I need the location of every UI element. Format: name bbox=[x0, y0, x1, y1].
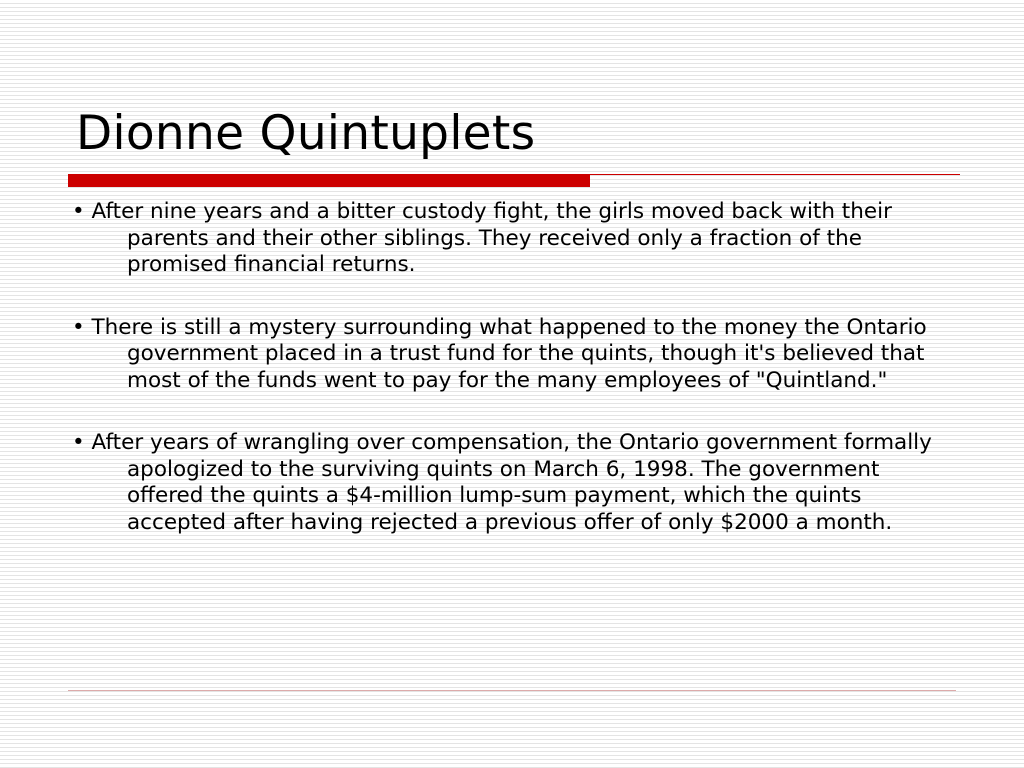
bullet-text: After years of wrangling over compensation, the Ontario government formally apologized to the surviving quints on March 6, 1998. The government offered the quints a $4-million lump-sum payment, which the quints accepted after having rejected a previous offer of only $2000 a month. bbox=[91, 430, 932, 535]
bullet-item bbox=[72, 430, 952, 536]
bullet-icon: • bbox=[72, 314, 85, 340]
bullet-list bbox=[72, 199, 952, 536]
slide-title: Dionne Quintuplets bbox=[76, 106, 536, 161]
bullet-text: After nine years and a bitter custody fight, the girls moved back with their parents and their other siblings. They received only a fraction of the promised financial returns. bbox=[91, 199, 892, 277]
bullet-text: There is still a mystery surrounding what happened to the money the Ontario government placed in a trust fund for the quints, though it's believed that most of the funds went to pay for the many employees of "Quintland." bbox=[91, 314, 927, 393]
bullet-icon: • bbox=[72, 199, 85, 224]
title-underline-thick bbox=[68, 174, 590, 187]
bullet-item bbox=[72, 315, 952, 395]
title-underline-thin bbox=[590, 174, 960, 175]
bullet-icon: • bbox=[72, 430, 85, 455]
bullet-item bbox=[72, 199, 952, 279]
footer-divider bbox=[68, 690, 956, 691]
